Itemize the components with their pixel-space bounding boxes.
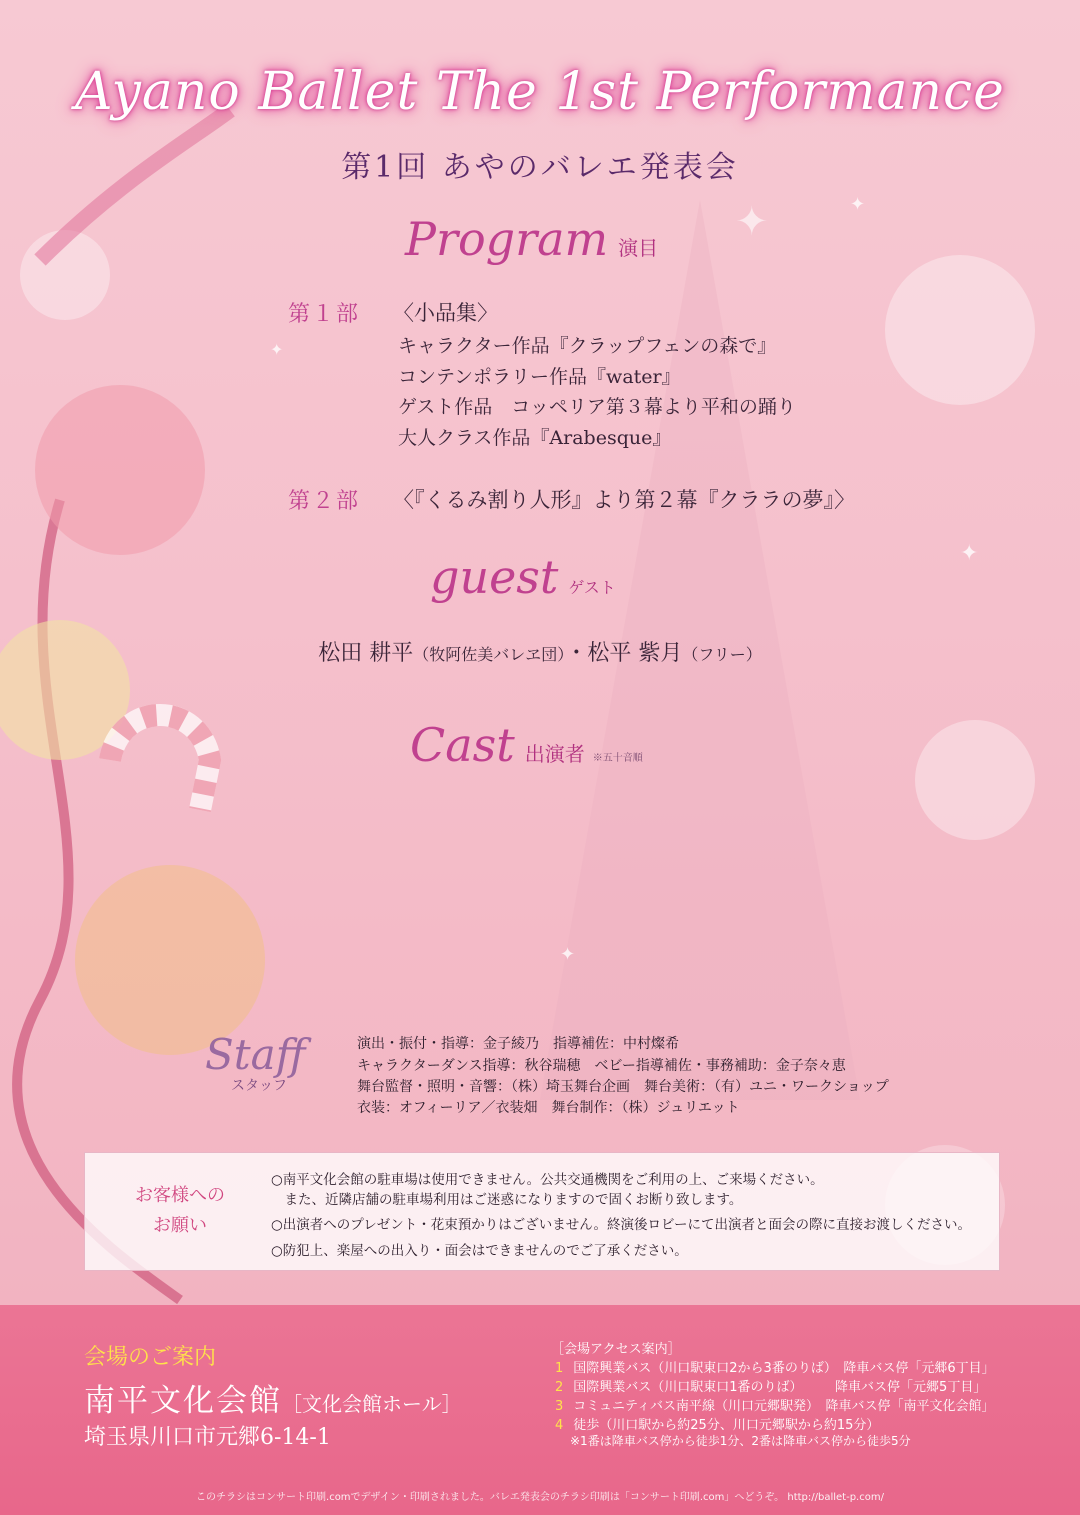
- guest-heading: [430, 550, 616, 604]
- notice-title-line: お客様への: [135, 1185, 225, 1206]
- staff-line: 衣装：オフィーリア／衣装畑 舞台制作：（株）ジュリエット: [357, 1100, 740, 1116]
- access-text: 徒歩（川口駅から約25分、川口元郷駅から約15分）: [573, 1418, 880, 1433]
- star-icon: ✦: [960, 541, 979, 566]
- staff-line: 舞台監督・照明・音響：（株）埼玉舞台企画 舞台美術：（有）ユニ・ワークショップ: [357, 1079, 889, 1095]
- guest-name: 松田 耕平: [318, 641, 414, 666]
- part1-item: 〈小品集〉: [393, 301, 498, 325]
- guest-list: [0, 636, 1080, 667]
- star-icon: ✦: [270, 340, 284, 359]
- notice-item: ○南平文化会館の駐車場は使用できません。公共交通機関をご利用の上、ご来場ください。: [271, 1172, 824, 1188]
- guest-affiliation: （牧阿佐美バレヱ団）: [413, 645, 566, 664]
- guest-heading-ja: ゲスト: [568, 578, 616, 597]
- staff-heading-ja: スタッフ: [231, 1078, 287, 1094]
- access-number: 2: [555, 1380, 564, 1395]
- print-credit: このチラシはコンサート印刷.comでデザイン・印刷されました。バレエ発表会のチラシ印刷は「コンサート印刷.com」へどうぞ。 http://ballet-p.com/: [196, 1492, 884, 1503]
- bokeh-circle: [885, 255, 1035, 405]
- staff-line: キャラクターダンス指導：秋谷瑞穂 ベビー指導補佐・事務補助：金子奈々恵: [357, 1058, 846, 1074]
- cupcake-decoration: [35, 385, 205, 555]
- bokeh-circle: [20, 230, 110, 320]
- notice-box: [84, 1152, 1000, 1271]
- guest-name: 松平 紫月: [587, 641, 683, 666]
- venue-hall: ［文化会館ホール］: [282, 1392, 462, 1416]
- program-heading-ja: 演目: [618, 236, 659, 260]
- part1-item: キャラクター作品『クラップフェンの森で』: [398, 335, 777, 357]
- part1-item: コンテンポラリー作品『water』: [398, 366, 681, 388]
- staff-heading: [205, 1030, 305, 1095]
- star-icon: ✦: [850, 194, 866, 215]
- cupcake-decoration: [75, 865, 265, 1055]
- access-number: 4: [555, 1418, 564, 1433]
- part1-item: 大人クラス作品『Arabesque』: [398, 427, 672, 449]
- cast-heading: [410, 718, 643, 772]
- cast-order-note: ※五十音順: [592, 753, 643, 764]
- candy-cane-decoration: [110, 715, 210, 810]
- venue-name: [84, 1375, 462, 1420]
- part2-label: 第２部: [288, 489, 361, 514]
- access-number: 1: [555, 1361, 564, 1376]
- access-item: [555, 1357, 995, 1376]
- notice-item: また、近隣店舗の駐車場利用はご迷惑になりますので固くお断り致します。: [271, 1192, 743, 1208]
- notice-title-line: お願い: [153, 1215, 207, 1236]
- star-icon: ✦: [560, 944, 576, 965]
- cast-heading-en: Cast: [410, 718, 515, 772]
- program-heading-en: Program: [405, 212, 609, 266]
- access-number: 3: [555, 1399, 564, 1414]
- notice-item: ○出演者へのプレゼント・花束預かりはございません。終演後ロビーにて出演者と面会の際に直接お渡しください。: [271, 1217, 972, 1233]
- cast-heading-ja: 出演者: [524, 742, 585, 766]
- guest-heading-en: guest: [430, 550, 559, 604]
- program-heading: [405, 212, 658, 266]
- venue-address: 埼玉県川口市元郷6-14-1: [84, 1425, 331, 1450]
- access-item: [555, 1395, 994, 1414]
- access-text: 国際興業バス（川口駅東口1番のりば） 降車バス停「元郷5丁目」: [573, 1380, 987, 1395]
- guest-separator: ・: [565, 641, 588, 666]
- access-heading: ［会場アクセス案内］: [551, 1342, 681, 1357]
- page-subtitle: 第1回 あやのバレエ発表会: [341, 150, 739, 185]
- bokeh-circle: [915, 720, 1035, 840]
- part1-label: 第１部: [288, 302, 361, 327]
- part2-item: 〈『くるみ割り人形』より第２幕『クララの夢』〉: [393, 488, 855, 512]
- notice-item: ○防犯上、楽屋への出入り・面会はできませんのでご了承ください。: [271, 1243, 688, 1259]
- access-item: [555, 1414, 879, 1433]
- access-item: [555, 1376, 986, 1395]
- access-text: コミュニティバス南平線（川口元郷駅発） 降車バス停「南平文化会館」: [573, 1399, 995, 1414]
- star-icon: ✦: [735, 199, 769, 245]
- access-note: ※1番は降車バス停から徒歩1分、2番は降車バス停から徒歩5分: [570, 1434, 911, 1448]
- part1-item: ゲスト作品 コッペリア第３幕より平和の踊り: [398, 396, 796, 418]
- guest-affiliation: （フリー）: [682, 645, 762, 664]
- page-title: Ayano Ballet The 1st Performance: [75, 62, 1005, 122]
- notice-title: [115, 1181, 245, 1241]
- venue-label: 会場のご案内: [84, 1345, 217, 1370]
- staff-heading-en: Staff: [205, 1030, 306, 1079]
- staff-line: 演出・振付・指導：金子綾乃 指導補佐：中村燦希: [357, 1036, 679, 1052]
- access-text: 国際興業バス（川口駅東口2から3番のりば） 降車バス停「元郷6丁目」: [573, 1361, 995, 1376]
- venue-name-text: 南平文化会館: [84, 1383, 282, 1419]
